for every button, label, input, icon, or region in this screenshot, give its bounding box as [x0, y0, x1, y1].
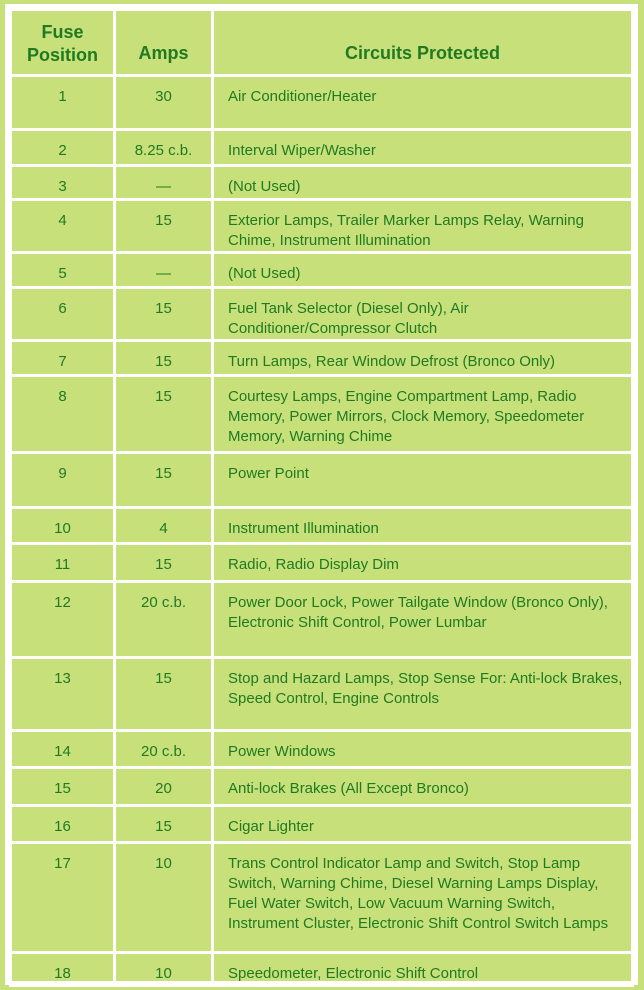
fuse-amps-cell: 30: [115, 76, 213, 130]
fuse-position-cell: 18: [11, 953, 115, 986]
fuse-row: [11, 806, 633, 843]
fuse-position-cell: 7: [11, 341, 115, 376]
fuse-position-cell: 14: [11, 731, 115, 768]
fuse-circuits-cell: Fuel Tank Selector (Diesel Only), Air Conditioner/Compressor Clutch: [213, 288, 633, 341]
fuse-position-cell: 5: [11, 253, 115, 288]
fuse-position-cell: 1: [11, 76, 115, 130]
fuse-position-cell: 9: [11, 453, 115, 508]
fuse-row: [11, 453, 633, 508]
fuse-amps-cell: —: [115, 166, 213, 200]
fuse-position-cell: 11: [11, 544, 115, 582]
fuse-position-cell: 16: [11, 806, 115, 843]
fuse-circuits-cell: Air Conditioner/Heater: [213, 76, 633, 130]
fuse-circuits-cell: Speedometer, Electronic Shift Control: [213, 953, 633, 986]
fuse-row: [11, 843, 633, 953]
fuse-row: [11, 341, 633, 376]
fuse-amps-cell: 15: [115, 200, 213, 253]
fuse-row: [11, 130, 633, 166]
header-amps: [115, 10, 213, 76]
fuse-circuits-cell: Cigar Lighter: [213, 806, 633, 843]
fuse-circuits-cell: Anti-lock Brakes (All Except Bronco): [213, 768, 633, 806]
fuse-circuits-cell: Interval Wiper/Washer: [213, 130, 633, 166]
fuse-amps-cell: 20: [115, 768, 213, 806]
fuse-circuits-cell: Power Windows: [213, 731, 633, 768]
fuse-row: [11, 253, 633, 288]
fuse-circuits-cell: Power Door Lock, Power Tailgate Window (Bronco Only), Electronic Shift Control, Power Lumbar: [213, 582, 633, 658]
fuse-circuits-cell: Stop and Hazard Lamps, Stop Sense For: Anti-lock Brakes, Speed Control, Engine Controls: [213, 658, 633, 731]
fuse-position-cell: 4: [11, 200, 115, 253]
header-amps-label: Amps: [138, 43, 189, 63]
fuse-row: [11, 288, 633, 341]
fuse-row: [11, 376, 633, 453]
fuse-amps-cell: 8.25 c.b.: [115, 130, 213, 166]
header-fuse-label: Fuse: [41, 21, 84, 42]
fuse-table: [9, 8, 634, 987]
fuse-circuits-cell: Courtesy Lamps, Engine Compartment Lamp, Radio Memory, Power Mirrors, Clock Memory, Speedometer Memory, Warning Chime: [213, 376, 633, 453]
fuse-row: [11, 200, 633, 253]
fuse-row: [11, 76, 633, 130]
fuse-amps-cell: 4: [115, 508, 213, 544]
fuse-circuits-cell: (Not Used): [213, 253, 633, 288]
header-fuse-position: [11, 10, 115, 76]
fuse-circuits-cell: Turn Lamps, Rear Window Defrost (Bronco Only): [213, 341, 633, 376]
fuse-amps-cell: 15: [115, 544, 213, 582]
fuse-row: [11, 582, 633, 658]
fuse-row: [11, 658, 633, 731]
fuse-circuits-cell: Exterior Lamps, Trailer Marker Lamps Relay, Warning Chime, Instrument Illumination: [213, 200, 633, 253]
fuse-amps-cell: 10: [115, 843, 213, 953]
fuse-position-cell: 2: [11, 130, 115, 166]
fuse-circuits-cell: (Not Used): [213, 166, 633, 200]
fuse-row: [11, 731, 633, 768]
header-circuits: [213, 10, 633, 76]
fuse-row: [11, 166, 633, 200]
fuse-circuits-cell: Instrument Illumination: [213, 508, 633, 544]
fuse-position-cell: 17: [11, 843, 115, 953]
fuse-table-frame: [5, 4, 638, 985]
fuse-position-cell: 13: [11, 658, 115, 731]
fuse-circuits-cell: Power Point: [213, 453, 633, 508]
fuse-amps-cell: 10: [115, 953, 213, 986]
fuse-position-cell: 3: [11, 166, 115, 200]
fuse-amps-cell: 15: [115, 341, 213, 376]
header-position-label: Position: [27, 44, 98, 65]
fuse-row: [11, 953, 633, 986]
fuse-circuits-cell: Radio, Radio Display Dim: [213, 544, 633, 582]
fuse-amps-cell: 20 c.b.: [115, 582, 213, 658]
fuse-amps-cell: 15: [115, 288, 213, 341]
fuse-table-body: [11, 76, 633, 986]
fuse-position-cell: 10: [11, 508, 115, 544]
fuse-amps-cell: 20 c.b.: [115, 731, 213, 768]
header-row: [11, 10, 633, 76]
fuse-position-cell: 12: [11, 582, 115, 658]
fuse-amps-cell: 15: [115, 453, 213, 508]
fuse-position-cell: 8: [11, 376, 115, 453]
fuse-row: [11, 544, 633, 582]
fuse-circuits-cell: Trans Control Indicator Lamp and Switch, Stop Lamp Switch, Warning Chime, Diesel Warning Lamps Display, Fuel Water Switch, Low Vacuum Warning Switch, Instrument Cluster, Electronic Shift Control Switch Lamps: [213, 843, 633, 953]
fuse-row: [11, 768, 633, 806]
header-circuits-label: Circuits Protected: [344, 43, 501, 63]
fuse-position-cell: 15: [11, 768, 115, 806]
fuse-position-cell: 6: [11, 288, 115, 341]
fuse-row: [11, 508, 633, 544]
fuse-amps-cell: 15: [115, 658, 213, 731]
fuse-amps-cell: —: [115, 253, 213, 288]
fuse-amps-cell: 15: [115, 376, 213, 453]
fuse-amps-cell: 15: [115, 806, 213, 843]
